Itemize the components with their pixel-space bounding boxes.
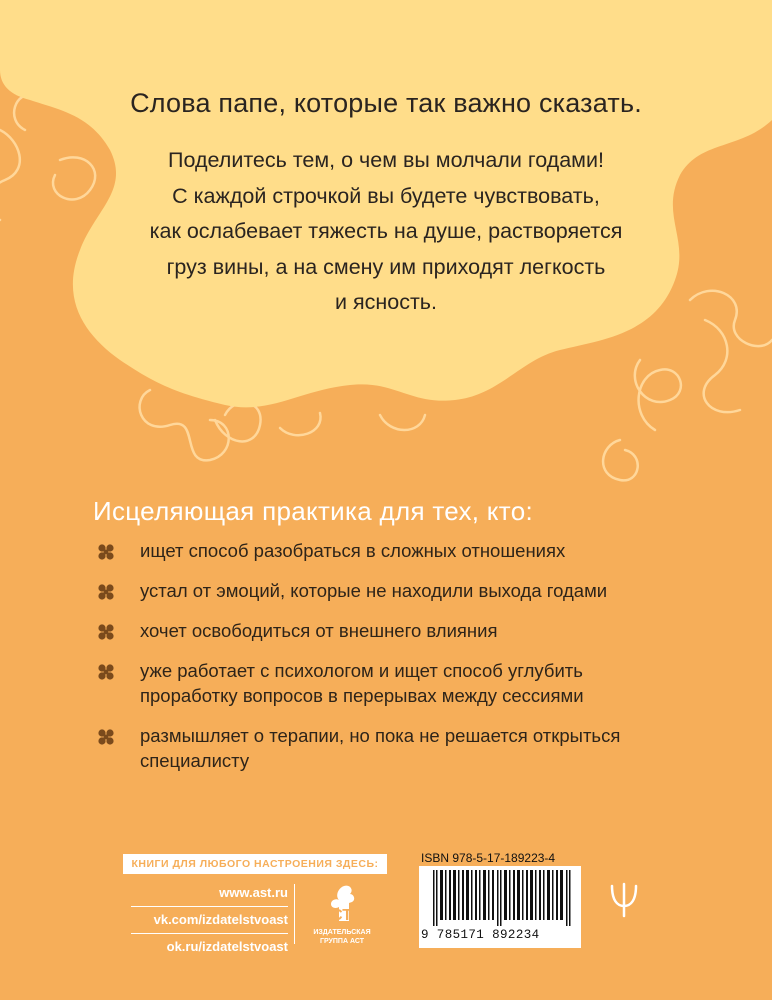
divider xyxy=(294,884,295,944)
flower-bullet-icon xyxy=(96,662,116,682)
flower-bullet-icon xyxy=(96,622,116,642)
ast-caption-line: ГРУППА АСТ xyxy=(320,938,364,945)
flower-bullet-icon xyxy=(96,542,116,562)
list-item-text: размышляет о терапии, но пока не решается открыться xyxy=(140,725,621,746)
intro-line: как ослабевает тяжесть на душе, растворяется xyxy=(149,219,623,243)
intro-paragraph xyxy=(96,143,676,321)
list-item xyxy=(96,723,716,773)
intro-line: и ясность. xyxy=(335,290,437,314)
list-item-text: хочет освободиться от внешнего влияния xyxy=(140,620,498,641)
ast-caption-line: ИЗДАТЕЛЬСКАЯ xyxy=(313,929,371,936)
isbn-digits: 9 785171 892234 xyxy=(421,928,540,942)
list-item-text: уже работает с психологом и ищет способ углубить xyxy=(140,660,583,681)
intro-line: груз вины, а на смену им приходят легкость xyxy=(166,254,606,279)
ast-logo-text: АСТ xyxy=(319,907,353,924)
flower-bullet-icon xyxy=(96,582,116,602)
headline: Слова папе, которые так важно сказать. xyxy=(130,88,642,118)
flower-bullet-icon xyxy=(96,727,116,747)
list-item-text: проработку вопросов в перерывах между сессиями xyxy=(140,685,584,706)
publisher-links xyxy=(123,880,288,960)
list-item xyxy=(96,658,716,708)
audience-list xyxy=(96,538,716,788)
list-item xyxy=(96,538,716,563)
intro-line: С каждой строчкой вы будете чувствовать, xyxy=(172,183,600,208)
link-vk[interactable]: vk.com/izdatelstvoast xyxy=(153,912,288,927)
list-item-text: специалисту xyxy=(140,750,250,771)
barcode xyxy=(431,870,577,926)
list-item-text: устал от эмоций, которые не находили выхода годами xyxy=(140,580,608,601)
practice-title: Исцеляющая практика для тех, кто: xyxy=(93,496,533,526)
link-website[interactable]: www.ast.ru xyxy=(219,885,288,900)
list-item xyxy=(96,578,716,603)
list-item xyxy=(96,618,716,643)
psi-icon xyxy=(604,880,644,920)
ast-caption xyxy=(300,928,384,946)
shop-heading: КНИГИ ДЛЯ ЛЮБОГО НАСТРОЕНИЯ ЗДЕСЬ: xyxy=(123,854,387,874)
link-ok[interactable]: ok.ru/izdatelstvoast xyxy=(166,939,288,954)
list-item-text: ищет способ разобраться в сложных отношениях xyxy=(140,540,566,561)
isbn-label: ISBN 978-5-17-189223-4 xyxy=(421,851,556,865)
intro-line: Поделитесь тем, о чем вы молчали годами! xyxy=(168,148,604,172)
